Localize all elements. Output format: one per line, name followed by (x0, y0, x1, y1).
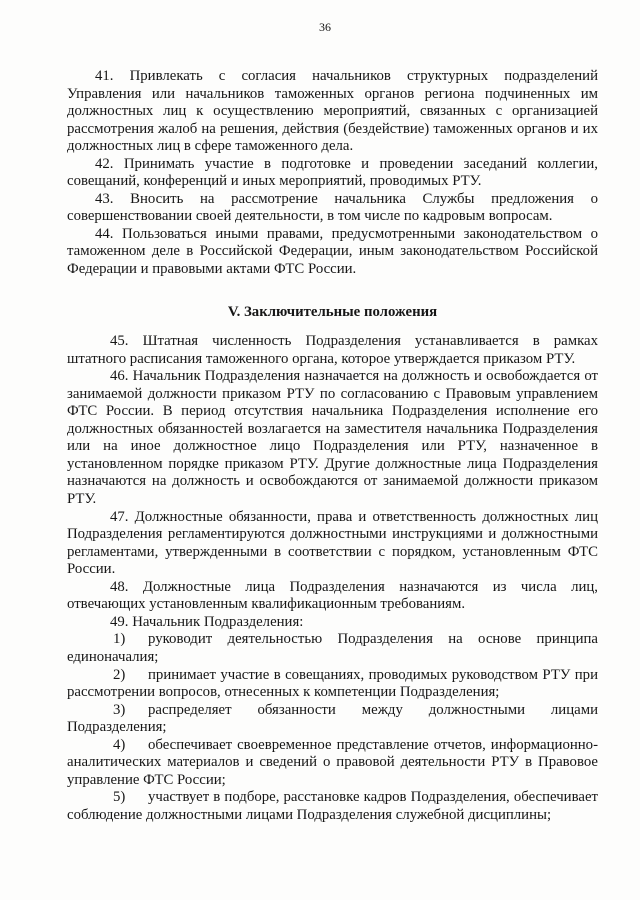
paragraph-text: Вносить на рассмотрение начальника Службы предложения о совершенствовании своей деятельности, в том числе по кадровым вопросам. (67, 190, 598, 225)
list-item-number: 4) (113, 736, 126, 753)
paragraph-number: 49. (110, 613, 129, 630)
list-item-number: 5) (113, 789, 126, 806)
rights-section (67, 68, 598, 279)
list-item (67, 667, 598, 702)
paragraph-46 (67, 368, 598, 508)
paragraph-number: 41. (95, 68, 114, 84)
paragraph-48 (67, 579, 598, 614)
paragraph-text: Должностные лица Подразделения назначаются из числа лиц, отвечающих установленным квалификационным требованиям. (67, 578, 599, 613)
list-item-text: принимает участие в совещаниях, проводимых руководством РТУ при рассмотрении вопросов, отнесенных к компетенции Подразделения; (67, 666, 598, 701)
paragraph-44 (67, 226, 598, 279)
section-heading: V. Заключительные положения (227, 303, 438, 320)
paragraph-text: Начальник Подразделения: (132, 613, 304, 630)
head-duties-list (67, 631, 598, 824)
paragraph-45 (67, 333, 598, 368)
list-item-number: 1) (113, 631, 126, 648)
paragraph-number: 47. (110, 508, 129, 525)
paragraph-number: 42. (95, 155, 114, 172)
paragraph-text: Начальник Подразделения назначается на должность и освобождается от занимаемой должности приказом РТУ по согласованию с Правовым управлением ФТС России. В период отсутствия начальника Подразделения исполнение его должностных обязанностей возлагается на заместителя начальника Подразделения или на иное должностное лицо Подразделения или РТУ, назначенное в установленном порядке приказом РТУ. Другие должностные лица Подразделения назначаются на должность и освобождаются от занимаемой должности приказом РТУ. (67, 368, 598, 508)
final-provisions-section (67, 333, 598, 631)
list-item-text: участвует в подборе, расстановке кадров Подразделения, обеспечивает соблюдение должностными лицами Подразделения служебной дисциплины; (67, 789, 598, 823)
paragraph-43 (67, 191, 598, 226)
list-item (67, 789, 598, 824)
list-item-number: 2) (113, 666, 126, 683)
paragraph-number: 46. (110, 368, 129, 385)
paragraph-42 (67, 156, 598, 191)
paragraph-text: Привлекать с согласия начальников структурных подразделений Управления или начальников таможенных органов региона подчиненных им должностных лиц к осуществлению мероприятий, связанных с организацией рассмотрения жалоб на решения, действия (бездействие) таможенных органов и их должностных лиц в сфере таможенного дела. (67, 68, 598, 155)
list-item (67, 631, 598, 666)
paragraph-47 (67, 509, 598, 579)
page-number: 36 (319, 20, 331, 34)
paragraph-49 (67, 614, 598, 632)
paragraph-number: 43. (95, 190, 114, 207)
paragraph-number: 48. (110, 578, 129, 595)
list-item-number: 3) (113, 701, 126, 718)
paragraph-number: 44. (95, 225, 114, 242)
list-item (67, 737, 598, 790)
list-item-text: обеспечивает своевременное представление отчетов, информационно-аналитических материалов и сведений о правовой деятельности РТУ в Правовое управление ФТС России; (67, 736, 598, 788)
paragraph-text: Штатная численность Подразделения устанавливается в рамках штатного расписания таможенного органа, которое утверждается приказом РТУ. (67, 333, 599, 367)
list-item (67, 702, 598, 737)
document-body (67, 68, 598, 824)
paragraph-41 (67, 68, 598, 156)
list-item-text: распределяет обязанности между должностными лицами Подразделения; (67, 701, 598, 736)
list-item-text: руководит деятельностью Подразделения на основе принципа единоначалия; (67, 631, 598, 665)
paragraph-text: Пользоваться иными правами, предусмотренными законодательством о таможенном деле в Российской Федерации, иным законодательством Российской Федерации и правовыми актами ФТС России. (67, 225, 598, 278)
paragraph-number: 45. (110, 333, 129, 350)
paragraph-text: Принимать участие в подготовке и проведении заседаний коллегии, совещаний, конференций и иных мероприятий, проводимых РТУ. (67, 155, 598, 190)
paragraph-text: Должностные обязанности, права и ответственность должностных лиц Подразделения регламентируются должностными инструкциями и должностными регламентами, утвержденными в соответствии с порядком, установленным ФТС России. (67, 508, 599, 578)
